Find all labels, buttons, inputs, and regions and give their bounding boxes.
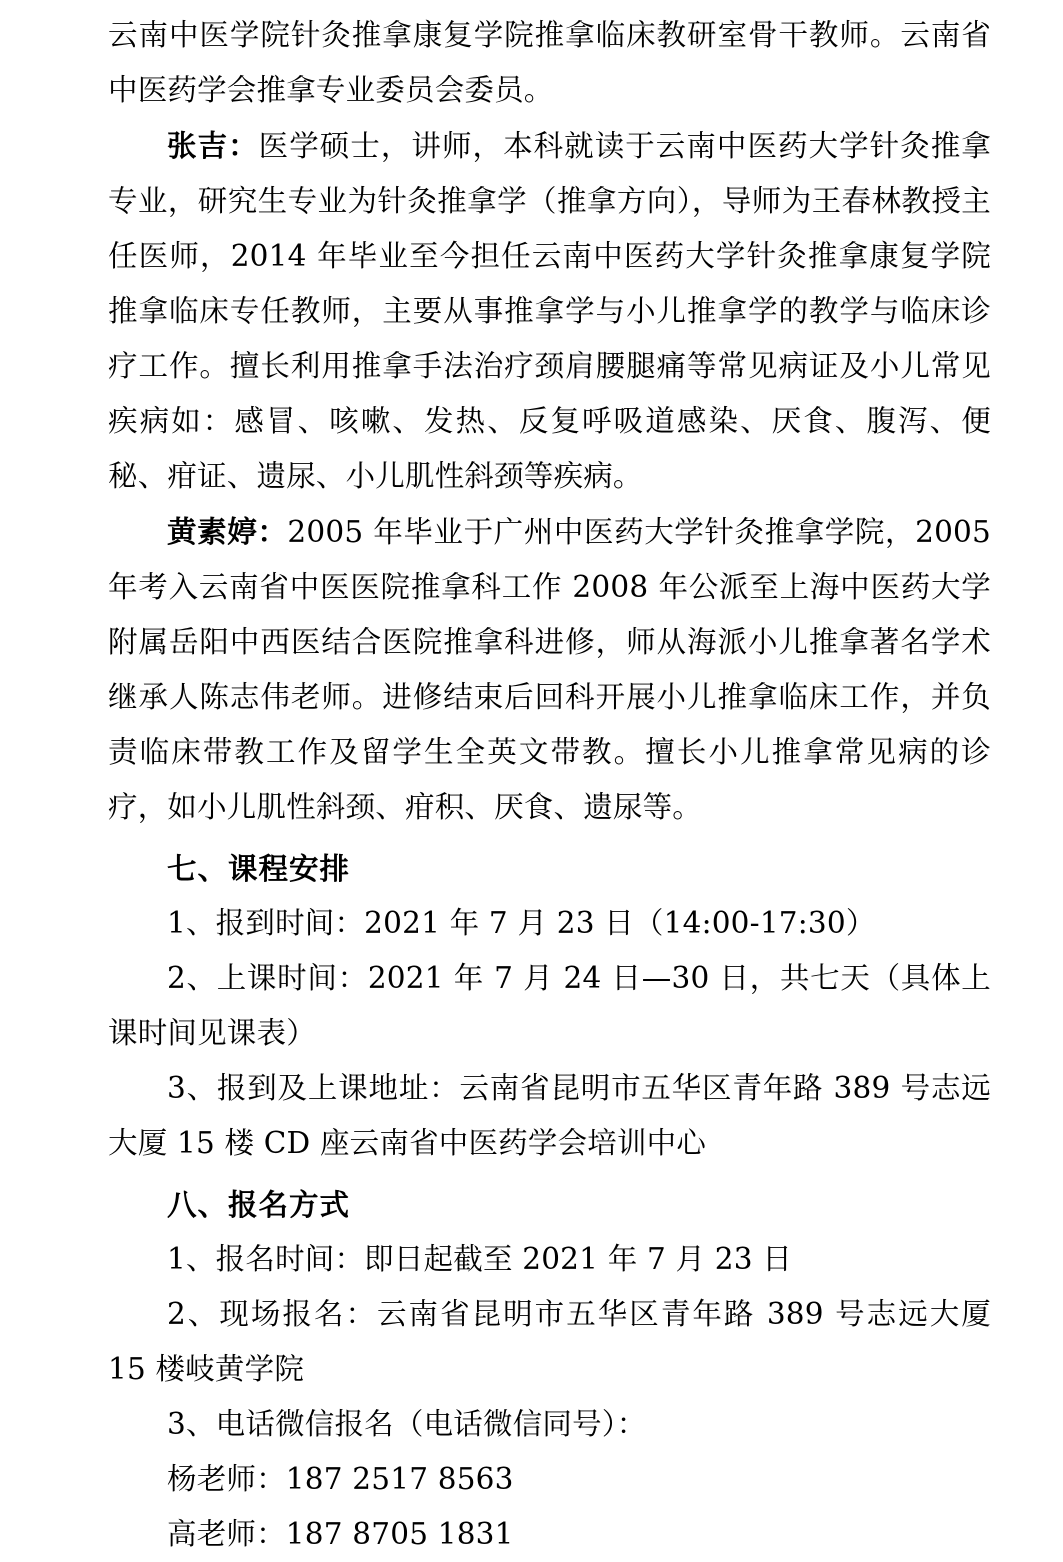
person-name-zhangji: 张吉 (167, 128, 229, 163)
section-seven-item-1: 1、报到时间：2021 年 7 月 23 日（14:00-17:30） (167, 906, 876, 940)
name-separator: ： (257, 514, 288, 549)
section-seven-item-2: 2、上课时间：2021 年 7 月 24 日—30 日，共七天（具体上课时间见课表） (108, 961, 991, 1050)
section-eight-item-1: 1、报名时间：即日起截至 2021 年 7 月 23 日 (167, 1242, 793, 1276)
section-seven-item-3: 3、报到及上课地址：云南省昆明市五华区青年路 389 号志远大厦 15 楼 CD 座云南省中医药学会培训中心 (108, 1071, 991, 1160)
section-heading-seven: 七、课程安排 (167, 851, 351, 886)
paragraph-intro-continued: 云南中医学院针灸推拿康复学院推拿临床教研室骨干教师。云南省中医药学会推拿专业委员会委员。 (108, 18, 991, 107)
contact-gao-teacher: 高老师：187 8705 1831 (167, 1517, 514, 1551)
paragraph-huangsuting (108, 504, 991, 835)
paragraph-huangsuting-body: 2005 年毕业于广州中医药大学针灸推拿学院，2005 年考入云南省中医医院推拿科工作 2008 年公派至上海中医药大学附属岳阳中西医结合医院推拿科进修，师从海派小儿推拿著名学术继承人陈志伟老师。进修结束后回科开展小儿推拿临床工作，并负责临床带教工作及留学生全英文带教。擅长小儿推拿常见病的诊疗，如小儿肌性斜颈、疳积、厌食、遗尿等。 (108, 515, 991, 824)
person-name-huangsuting: 黄素婷 (167, 514, 258, 549)
paragraph-zhangji (108, 118, 991, 504)
name-separator: ： (228, 128, 259, 163)
contact-yang-teacher: 杨老师：187 2517 8563 (167, 1462, 514, 1496)
section-eight-item-3: 3、电话微信报名（电话微信同号）： (167, 1407, 647, 1441)
section-heading-eight: 八、报名方式 (167, 1187, 351, 1222)
paragraph-zhangji-body: 医学硕士，讲师，本科就读于云南中医药大学针灸推拿专业，研究生专业为针灸推拿学（推拿方向），导师为王春林教授主任医师，2014 年毕业至今担任云南中医药大学针灸推拿康复学院推拿临床专任教师，主要从事推拿学与小儿推拿学的教学与临床诊疗工作。擅长利用推拿手法治疗颈肩腰腿痛等常见病证及小儿常见疾病如：感冒、咳嗽、发热、反复呼吸道感染、厌食、腹泻、便秘、疳证、遗尿、小儿肌性斜颈等疾病。 (108, 129, 992, 493)
section-eight-item-2: 2、现场报名：云南省昆明市五华区青年路 389 号志远大厦 15 楼岐黄学院 (108, 1297, 991, 1386)
